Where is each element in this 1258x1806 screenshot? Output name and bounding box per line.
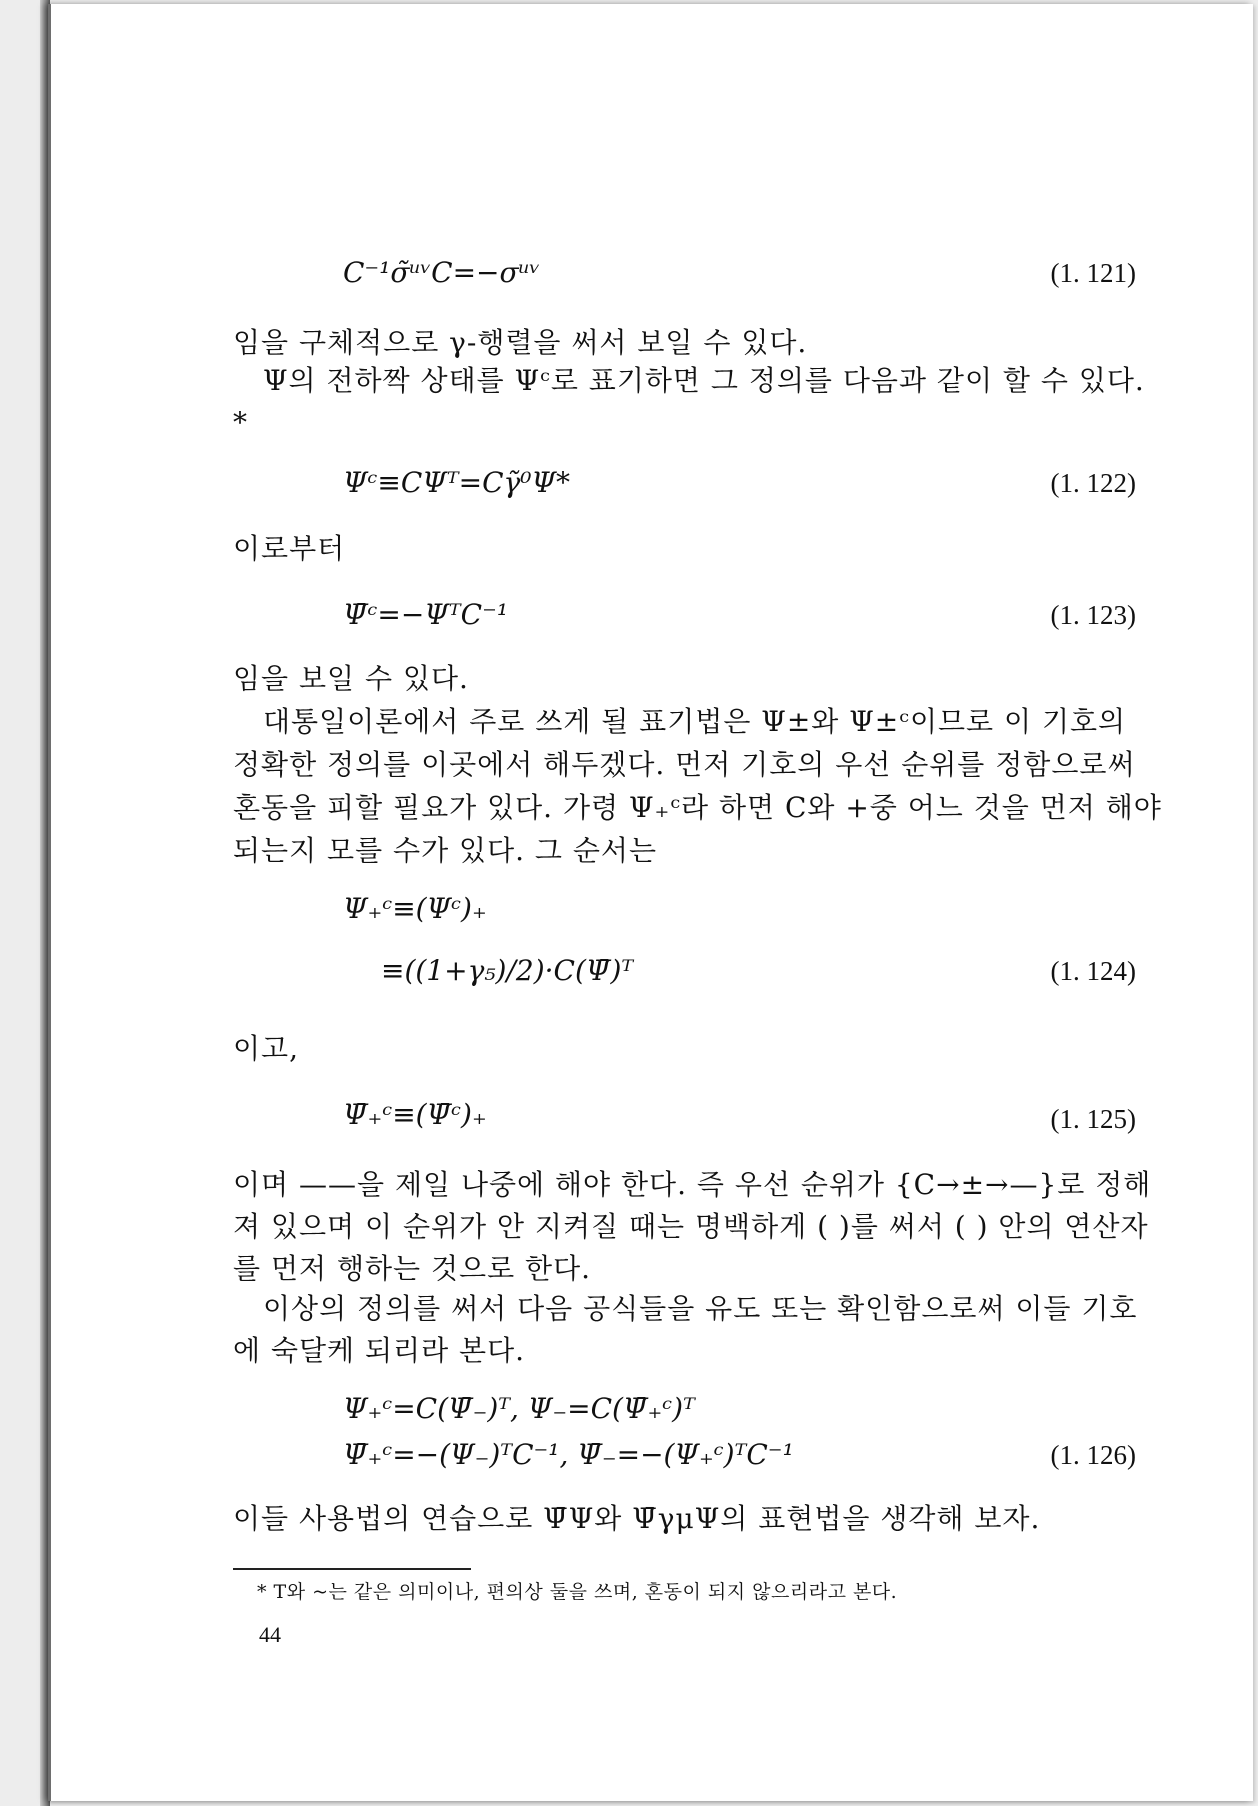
equation-1-123: Ψ̄ᶜ=−ΨᵀC⁻¹ [343,598,509,631]
equation-number: (1. 123) [1050,600,1136,630]
paragraph: Ψ의 전하짝 상태를 Ψᶜ로 표기하면 그 정의를 다음과 같이 할 수 있다. * [233,364,1145,439]
footnote-rule [233,1568,471,1570]
paragraph: 이상의 정의를 써서 다음 공식들을 유도 또는 확인함으로써 이들 기호에 숙달케 되리라 본다. [233,1292,1138,1367]
paragraph: 임을 보일 수 있다. [233,662,469,695]
paragraph: 이고, [233,1032,299,1065]
equation-1-126-line1: Ψ₊ᶜ=C(Ψ̄₋)ᵀ, Ψ₋=C(Ψ̄₊ᶜ)ᵀ [343,1392,695,1425]
footnote: * T와 ~는 같은 의미이나, 편의상 둘을 쓰며, 혼동이 되지 않으리라고 본다. [257,1581,898,1603]
book-page [48,4,1253,1801]
page-number: 44 [259,1622,281,1647]
paragraph: 이들 사용법의 연습으로 Ψ̄Ψ와 Ψ̄γμΨ의 표현법을 생각해 보자. [233,1502,1041,1535]
equation-1-125: Ψ̄₊ᶜ≡(Ψ̄ᶜ)₊ [343,1098,487,1131]
equation-number: (1. 124) [1050,956,1136,986]
equation-1-121: C⁻¹σ̃ᵘᵛC=−σᵘᵛ [343,256,541,289]
equation-number: (1. 122) [1050,468,1136,498]
paragraph: 이로부터 [233,532,346,565]
equation-number: (1. 121) [1050,258,1136,288]
equation-1-122: Ψᶜ≡CΨᵀ=Cγ̃⁰Ψ* [343,466,571,499]
equation-1-124-line2: ≡((1+γ₅)/2)·C(Ψ̄)ᵀ [381,954,634,987]
equation-1-124-line1: Ψ₊ᶜ≡(Ψᶜ)₊ [343,892,487,925]
equation-number: (1. 126) [1050,1440,1136,1470]
paragraph: 임을 구체적으로 γ-행렬을 써서 보일 수 있다. [233,326,808,359]
equation-1-126-line2: Ψ̄₊ᶜ=−(Ψ₋)ᵀC⁻¹, Ψ̄₋=−(Ψ₊ᶜ)ᵀC⁻¹ [343,1438,794,1471]
equation-number: (1. 125) [1050,1104,1136,1134]
paragraph: 대통일이론에서 주로 쓰게 될 표기법은 Ψ±와 Ψ±ᶜ이므로 이 기호의 정확한 정의를 이곳에서 해두겠다. 먼저 기호의 우선 순위를 정함으로써 혼동을 피할 필요가 있다. 가령 Ψ₊ᶜ라 하면 C와 +중 어느 것을 먼저 해야 되는지 모를 수가 있다. 그 순서는 [233,705,1162,867]
paragraph: 이며 ——을 제일 나중에 해야 한다. 즉 우선 순위가 {C→±→—}로 정해져 있으며 이 순위가 안 지켜질 때는 명백하게 ( )를 써서 ( ) 안의 연산자를 먼저 행하는 것으로 한다. [233,1168,1152,1285]
